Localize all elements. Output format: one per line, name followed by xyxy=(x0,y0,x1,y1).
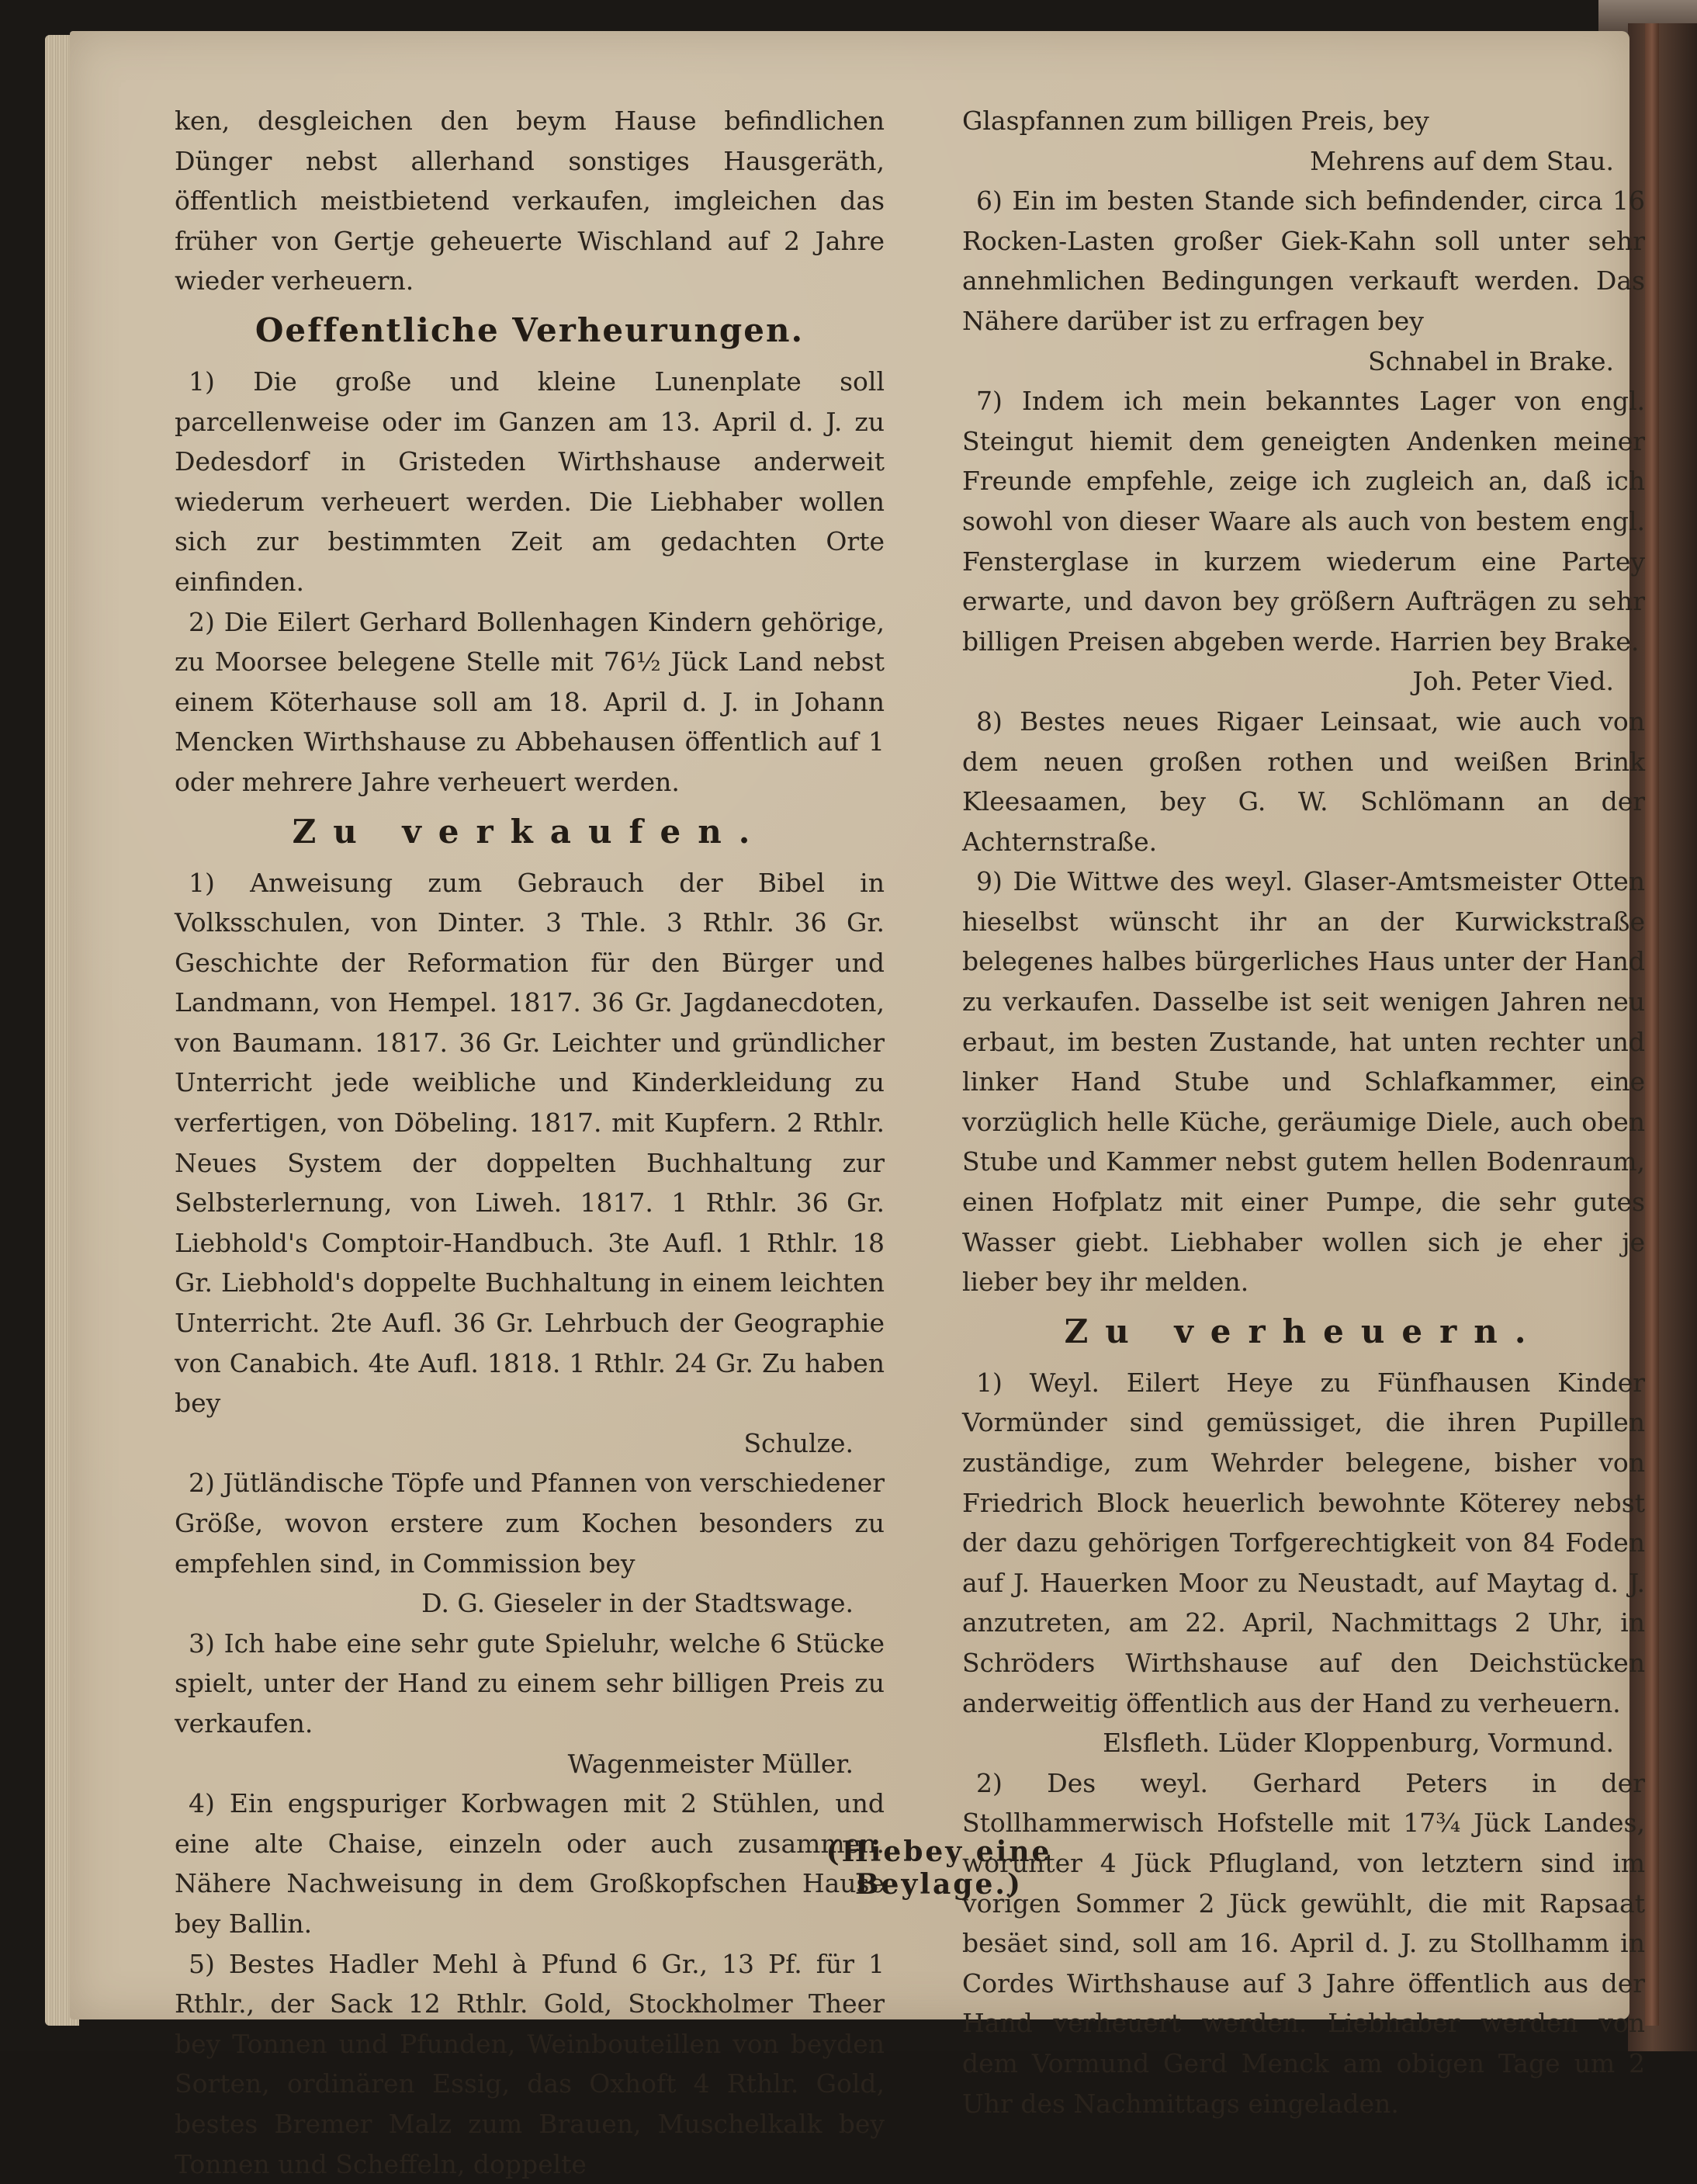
sale-notice-5-continued: Glaspfannen zum billigen Preis, bey xyxy=(962,106,1429,136)
sale-notice-6: 6) Ein im besten Stande sich befindender, circa 16 Rocken-Lasten großer Giek-Kahn soll unter sehr annehmlichen Bedingungen verkauft werden. Das Nähere darüber ist zu erfragen bey xyxy=(962,185,1645,336)
sale-notice-8: 8) Bestes neues Rigaer Leinsaat, wie auch von dem neuen großen rothen und weißen Brink Kleesaamen, bey G. W. Schlömann an der Achternstraße. xyxy=(962,705,1645,857)
lease-notice-2: 2) Die Eilert Gerhard Bollenhagen Kindern gehörige, zu Moorsee belegene Stelle mit 76½ Jück Land nebst einem Köterhause soll am 18. April d. J. in Johann Mencken Wirthshause zu Abbehausen öffentlich auf 1 oder mehrere Jahre verheuert werden. xyxy=(175,606,885,797)
sale-notice-9: 9) Die Wittwe des weyl. Glaser-Amtsmeister Otten hieselbst wünscht ihr an der Kurwickstraße belegenes halbes bürgerliches Haus unter der Hand zu verkaufen. Dasselbe ist seit wenigen Jahren neu erbaut, im besten Zustande, hat unten rechter und linker Hand Stube und Schlafkammer, eine vorzüglich helle Küche, geräumige Diele, auch oben Stube und Kammer nebst gutem hellen Bodenraum, einen Hofplatz mit einer Pumpe, die sehr gutes Wasser giebt. Liebhaber wollen sich je eher je lieber bey ihr melden. xyxy=(962,866,1645,1298)
continued-paragraph: ken, desgleichen den beym Hause befindlichen Dünger nebst allerhand sonstiges Hausgeräth, öffentlich meistbietend verkaufen, imgleichen das früher von Gertje geheuerte Wischland auf 2 Jahre wieder verheuern. xyxy=(175,106,885,296)
section-heading-for-lease: Zu verheuern. xyxy=(1064,1312,1543,1350)
sale-notice-2: 2) Jütländische Töpfe und Pfannen von verschiedener Größe, wovon erstere zum Kochen besonders zu empfehlen sind, in Commission bey xyxy=(175,1468,885,1579)
rent-notice-2: 2) Des weyl. Gerhard Peters in der Stollhammerwisch Hofstelle mit 17¾ Jück Landes, worunter 4 Jück Pflugland, von letztern sind im vorigen Sommer 2 Jück gewühlt, die mit Rapsaat besäet sind, soll am 16. April d. J. zu Stollhamm in Cordes Wirthshause auf 3 Jahre öffentlich aus der Hand verheuert werden. Liebhaber werden von dem Vormund Gerd Menck am obigen Tage um 2 Uhr des Nachmittags eingeladen. xyxy=(962,1767,1645,2119)
sale-notice-4: 4) Ein engspuriger Korbwagen mit 2 Stühlen, und eine alte Chaise, einzeln oder auch zusammen. Nähere Nachweisung in dem Großkopfschen Hause bey Ballin. xyxy=(175,1788,885,1939)
sale-notice-3-signature: Wagenmeister Müller. xyxy=(567,1748,854,1779)
sale-notice-5-signature: Mehrens auf dem Stau. xyxy=(1310,145,1614,176)
sale-notice-1: 1) Anweisung zum Gebrauch der Bibel in Volksschulen, von Dinter. 3 Thle. 3 Rthlr. 36 Gr. Geschichte der Reformation für den Bürger und Landmann, von Hempel. 1817. 36 Gr. Jagdanecdoten, von Baumann. 1817. 36 Gr. Leichter und gründlicher Unterricht jede weibliche und Kinderkleidung zu verfertigen, von Döbeling. 1817. mit Kupfern. 2 Rthlr. Neues System der doppelten Buchhaltung zur Selbsterlernung, von Liweh. 1817. 1 Rthlr. 36 Gr. Liebhold's Comptoir-Handbuch. 3te Aufl. 1 Rthlr. 18 Gr. Liebhold's doppelte Buchhaltung in einem leichten Unterricht. 2te Aufl. 36 Gr. Lehrbuch der Geographie von Canabich. 4te Aufl. 1818. 1 Rthlr. 24 Gr. Zu haben bey xyxy=(175,867,885,1419)
lease-notice-1: 1) Die große und kleine Lunenplate soll parcellenweise oder im Ganzen am 13. April d. J. zu Dedesdorf in Gristeden Wirthshause anderweit wiederum verheuert werden. Die Liebhaber wollen sich zur bestimmten Zeit am gedachten Orte einfinden. xyxy=(175,366,885,597)
rent-notice-1-signature: Elsfleth. Lüder Kloppenburg, Vormund. xyxy=(1103,1728,1614,1759)
supplement-note: (Hiebey eine Beylage.) xyxy=(826,1836,1052,1901)
sale-notice-7: 7) Indem ich mein bekanntes Lager von engl. Steingut hiemit dem geneigten Andenken meiner Freunde empfehle, zeige ich zugleich an, daß ich sowohl von dieser Waare als auch von bestem engl. Fensterglase in kurzem wiederum eine Partey erwarte, und davon bey größern Aufträgen zu sehr billigen Preisen abgeben werde. Harrien bey Brake. xyxy=(962,386,1645,657)
sale-notice-5: 5) Bestes Hadler Mehl à Pfund 6 Gr., 13 Pf. für 1 Rthlr., der Sack 12 Rthlr. Gold, Stockholmer Theer bey Tonnen und Pfunden, Weinbouteillen von beyden Sorten, ordinären Essig, das Oxhoft 4 Rthlr. Gold, bestes Bremer Malz zum Brauen, Muschelkalk bey Tonnen und Scheffeln, doppelte xyxy=(175,1948,885,2179)
section-heading-for-sale: Zu verkaufen. xyxy=(292,812,767,851)
rent-notice-1: 1) Weyl. Eilert Heye zu Fünfhausen Kinder Vormünder sind gemüssiget, die ihren Pupillen zuständige, zum Wehrder belegene, bisher von Friedrich Block heuerlich bewohnte Köterey nebst der dazu gehörigen Torfgerechtigkeit von 84 Foden auf J. Hauerken Moor zu Neustadt, auf Maytag d. J. anzutreten, am 22. April, Nachmittags 2 Uhr, in Schröders Wirthshause auf den Deichstücken anderweitig öffentlich aus der Hand zu verheuern. xyxy=(962,1367,1645,1718)
sale-notice-3: 3) Ich habe eine sehr gute Spieluhr, welche 6 Stücke spielt, unter der Hand zu einem sehr billigen Preis zu verkaufen. xyxy=(175,1628,885,1739)
sale-notice-1-signature: Schulze. xyxy=(743,1427,854,1458)
right-column xyxy=(962,101,1645,2123)
bookmark-ribbon xyxy=(1645,23,1659,2026)
sale-notice-7-signature: Joh. Peter Vied. xyxy=(1412,666,1614,697)
sale-notice-2-signature: D. G. Gieseler in der Stadtswage. xyxy=(421,1588,854,1619)
sale-notice-6-signature: Schnabel in Brake. xyxy=(1368,345,1614,376)
section-heading-public-leases: Oeffentliche Verheurungen. xyxy=(255,310,805,349)
